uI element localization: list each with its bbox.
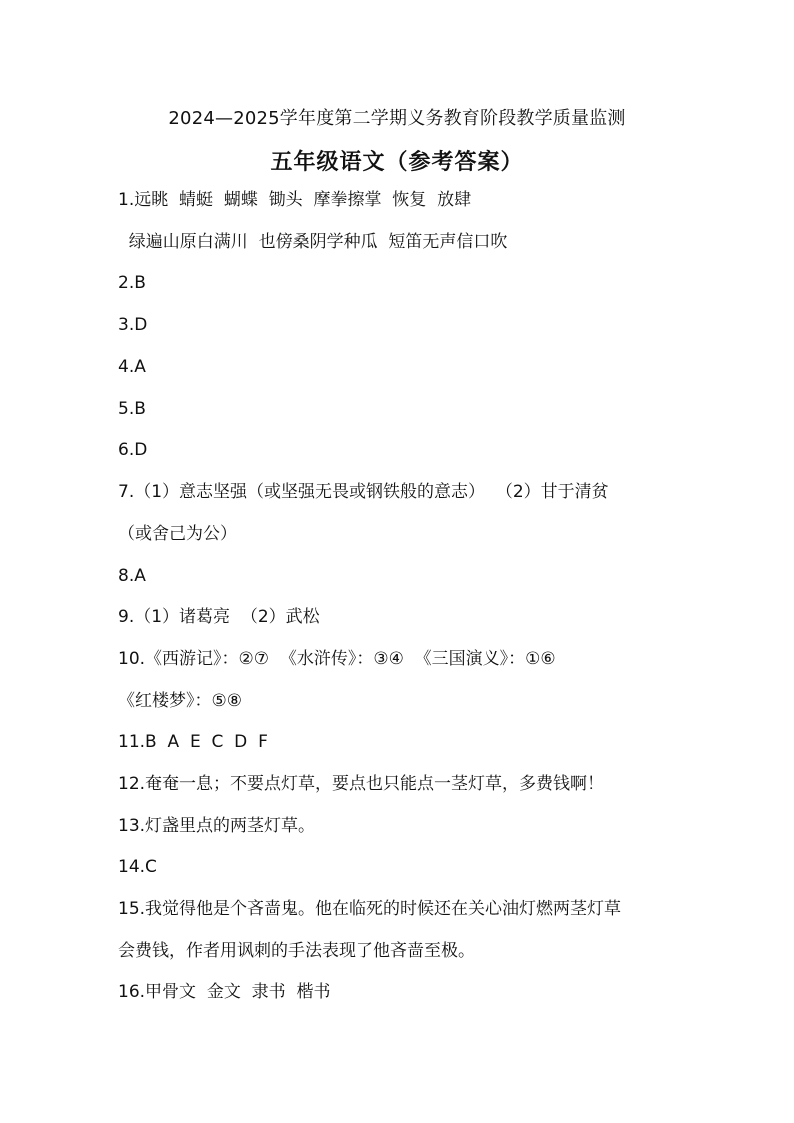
answer-6: 6.D <box>118 440 148 460</box>
answer-15-line-1: 15.我觉得他是个吝啬鬼。他在临死的时候还在关心油灯燃两茎灯草 <box>118 899 622 919</box>
answer-10-line-2: 《红楼梦》：⑤⑧ <box>118 691 242 711</box>
answer-1-line-1: 1.远眺 蜻蜓 蝴蝶 锄头 摩拳擦掌 恢复 放肆 <box>118 190 472 210</box>
answer-7-line-2: （或舍己为公） <box>118 524 237 544</box>
answer-15-line-2: 会费钱，作者用讽刺的手法表现了他吝啬至极。 <box>118 941 475 961</box>
answer-1-line-2: 绿遍山原白满川 也傍桑阴学种瓜 短笛无声信口吹 <box>118 232 508 252</box>
answer-11: 11.B A E C D F <box>118 732 268 752</box>
answer-14: 14.C <box>118 857 157 877</box>
answer-16: 16.甲骨文 金文 隶书 楷书 <box>118 982 331 1002</box>
answer-2: 2.B <box>118 273 146 293</box>
exam-subtitle: 五年级语文（参考答案） <box>270 150 524 175</box>
answer-12: 12.奄奄一息；不要点灯草，要点也只能点一茎灯草，多费钱啊！ <box>118 774 605 794</box>
answer-10-line-1: 10.《西游记》：②⑦ 《水浒传》：③④ 《三国演义》：①⑥ <box>118 649 556 669</box>
answer-5: 5.B <box>118 399 146 419</box>
answer-8: 8.A <box>118 566 146 586</box>
answer-4: 4.A <box>118 357 146 377</box>
answer-13: 13.灯盏里点的两茎灯草。 <box>118 816 316 836</box>
answer-9: 9.（1）诸葛亮 （2）武松 <box>118 607 320 627</box>
exam-title: 2024—2025学年度第二学期义务教育阶段教学质量监测 <box>168 108 626 129</box>
answer-3: 3.D <box>118 315 148 335</box>
answer-7-line-1: 7.（1）意志坚强（或坚强无畏或钢铁般的意志） （2）甘于清贫 <box>118 482 609 502</box>
